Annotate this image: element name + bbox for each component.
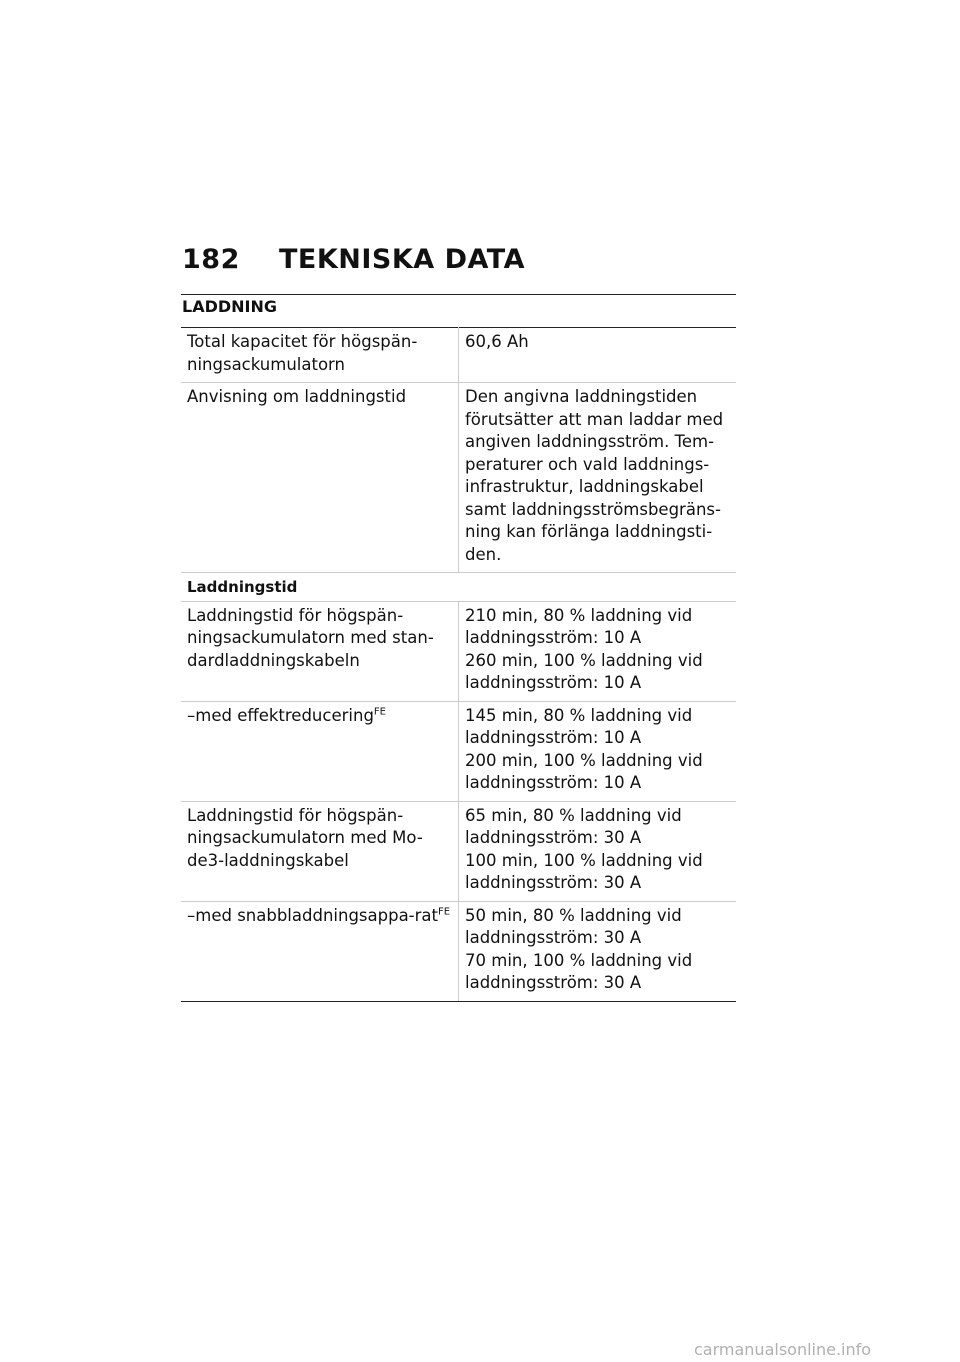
row-value [459,801,737,901]
table-row [181,601,736,701]
row-label: Laddningstid för högspän-ningsackumulatorn med Mo-de3-laddningskabel [181,801,459,901]
row-label [181,901,459,1001]
subsection-header-row [181,573,736,602]
row-label: Laddningstid för högspän-ningsackumulatorn med stan-dardladdningskabeln [181,601,459,701]
value-line: 200 min, 100 % laddning vid laddningsström: 10 A [465,750,703,792]
watermark: carmanualsonline.info [694,1340,872,1359]
table-row [181,801,736,901]
page-number: 182 [182,244,240,275]
chapter-title: TEKNISKA DATA [279,244,526,275]
footnote-marker: FE [373,706,386,717]
header-rule [181,294,736,295]
value-line: 145 min, 80 % laddning vid laddningsström: 10 A [465,705,693,747]
value-line: 100 min, 100 % laddning vid laddningsström: 30 A [465,850,703,892]
value-line: 70 min, 100 % laddning vid laddningsström: 30 A [465,950,693,992]
table-row [181,383,736,573]
value-line: 260 min, 100 % laddning vid laddningsström: 10 A [465,650,703,692]
section-title: LADDNING [182,297,278,316]
row-label [181,701,459,801]
row-label-text: –med snabbladdningsappa-rat [187,905,439,925]
row-value [459,601,737,701]
row-value [459,901,737,1001]
footnote-marker: FE [438,906,451,917]
table-row [181,701,736,801]
row-value: Den angivna laddningstiden förutsätter att man laddar med angiven laddningsström. Tem-peraturer och vald laddnings-infrastruktur, laddningskabel samt laddningsströmsbegräns-ning kan förlänga laddningsti-den. [459,383,737,573]
row-value: 60,6 Ah [459,328,737,383]
row-label-text: –med effektreducering [187,705,374,725]
table-row [181,328,736,383]
table-row [181,901,736,1001]
value-line: 50 min, 80 % laddning vid laddningsström: 30 A [465,905,682,947]
value-line: 210 min, 80 % laddning vid laddningsström: 10 A [465,605,693,647]
value-line: 65 min, 80 % laddning vid laddningsström: 30 A [465,805,682,847]
subsection-title: Laddningstid [181,573,736,602]
row-label: Total kapacitet för högspän-ningsackumulatorn [181,328,459,383]
page-header [182,244,525,275]
row-value [459,701,737,801]
spec-table [181,327,736,1002]
row-label: Anvisning om laddningstid [181,383,459,573]
